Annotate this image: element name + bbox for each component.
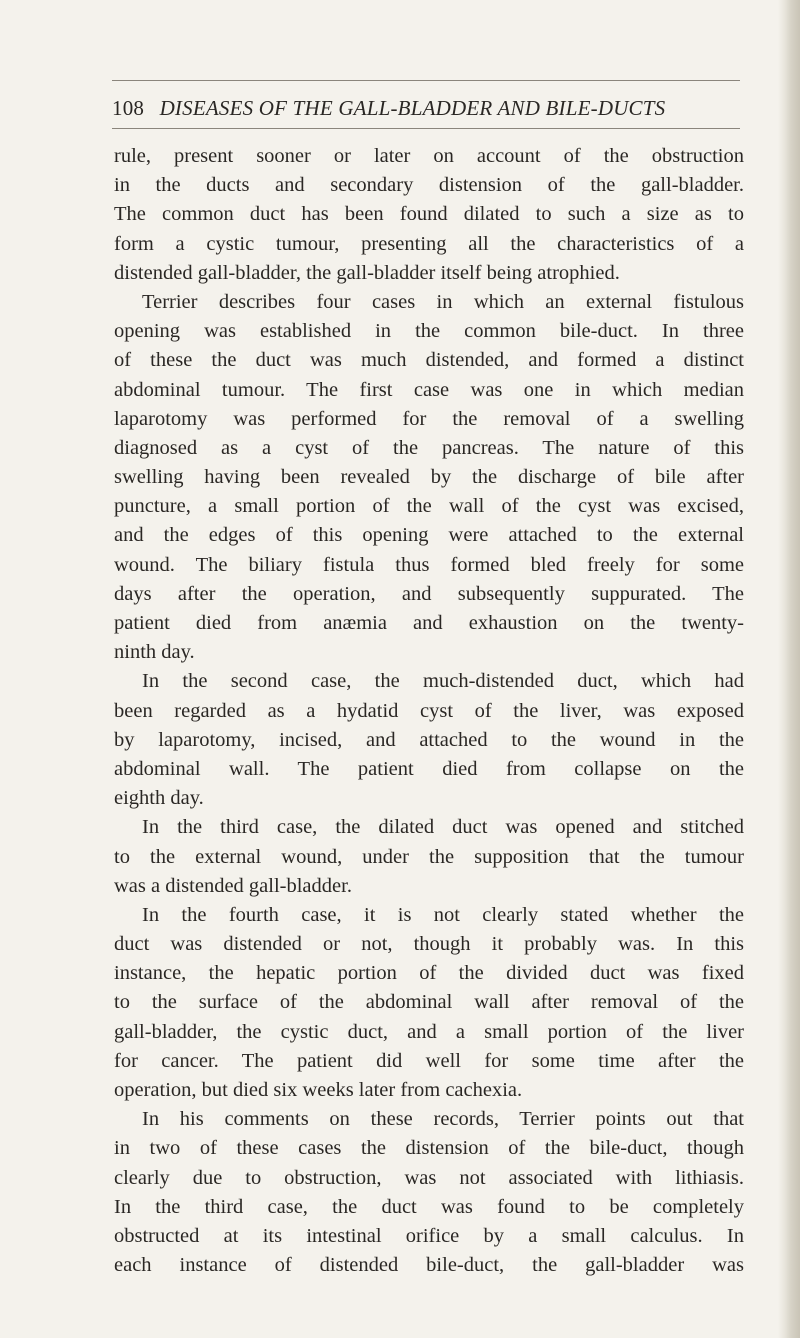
text-line: diagnosed as a cyst of the pancreas. The nature of this [114,436,744,459]
text-line: opening was established in the common bile-duct. In three [114,320,744,343]
text-line: and the edges of this opening were attached to the external [114,524,744,547]
text-line: days after the operation, and subsequently suppurated. The [114,582,744,605]
text-line: distended gall-bladder, the gall-bladder itself being atrophied. [114,261,620,284]
text-line: in the ducts and secondary distension of the gall-bladder. [114,174,744,197]
text-line: instance, the hepatic portion of the divided duct was fixed [114,962,744,985]
text-line: eighth day. [114,787,204,810]
text-line: to the surface of the abdominal wall after removal of the [114,991,744,1014]
text-line: abdominal tumour. The first case was one in which median [114,378,744,401]
text-line: in two of these cases the distension of the bile-duct, though [114,1137,744,1160]
text-line: In the second case, the much-distended duct, which had [142,670,744,693]
text-line: obstructed at its intestinal orifice by a small calculus. In [114,1224,744,1247]
text-line: for cancer. The patient did well for some time after the [114,1049,744,1072]
text-line: operation, but died six weeks later from cachexia. [114,1079,523,1101]
page-number: 108 [112,96,145,120]
text-line: duct was distended or not, though it probably was. In this [114,933,744,956]
text-line: gall-bladder, the cystic duct, and a small portion of the liver [114,1020,744,1043]
page-edge-shadow [778,0,800,1338]
text-line: each instance of distended bile-duct, the gall-bladder was [114,1254,744,1277]
text-line: In the third case, the duct was found to be completely [114,1195,744,1218]
text-line: ninth day. [114,641,195,664]
text-line: swelling having been revealed by the discharge of bile after [114,466,744,489]
text-line: of these the duct was much distended, and formed a distinct [114,349,744,372]
text-line: was a distended gall-bladder. [114,874,352,897]
text-line: abdominal wall. The patient died from collapse on the [114,757,744,780]
text-line: rule, present sooner or later on account of the obstruction [114,145,744,167]
text-line: laparotomy was performed for the removal of a swelling [114,407,744,430]
header-rule [112,128,740,129]
running-title: DISEASES OF THE GALL-BLADDER AND BILE-DUCTS [159,96,666,120]
text-line: by laparotomy, incised, and attached to the wound in the [114,728,744,751]
running-header [112,95,742,121]
text-line: In the third case, the dilated duct was opened and stitched [142,816,744,839]
text-line: form a cystic tumour, presenting all the characteristics of a [114,232,744,255]
top-rule [112,80,740,81]
text-line: been regarded as a hydatid cyst of the liver, was exposed [114,699,744,722]
text-line: In his comments on these records, Terrier points out that [142,1108,744,1131]
text-line: Terrier describes four cases in which an external fistulous [142,290,744,313]
text-line: In the fourth case, it is not clearly stated whether the [142,903,744,926]
text-line: to the external wound, under the supposition that the tumour [114,845,744,868]
text-line: The common duct has been found dilated to such a size as to [114,203,744,226]
text-line: clearly due to obstruction, was not associated with lithiasis. [114,1166,744,1189]
text-line: puncture, a small portion of the wall of the cyst was excised, [114,495,744,518]
text-line: patient died from anæmia and exhaustion on the twenty- [114,612,744,634]
text-line: wound. The biliary fistula thus formed bled freely for some [114,553,744,576]
body-text [114,142,744,1280]
